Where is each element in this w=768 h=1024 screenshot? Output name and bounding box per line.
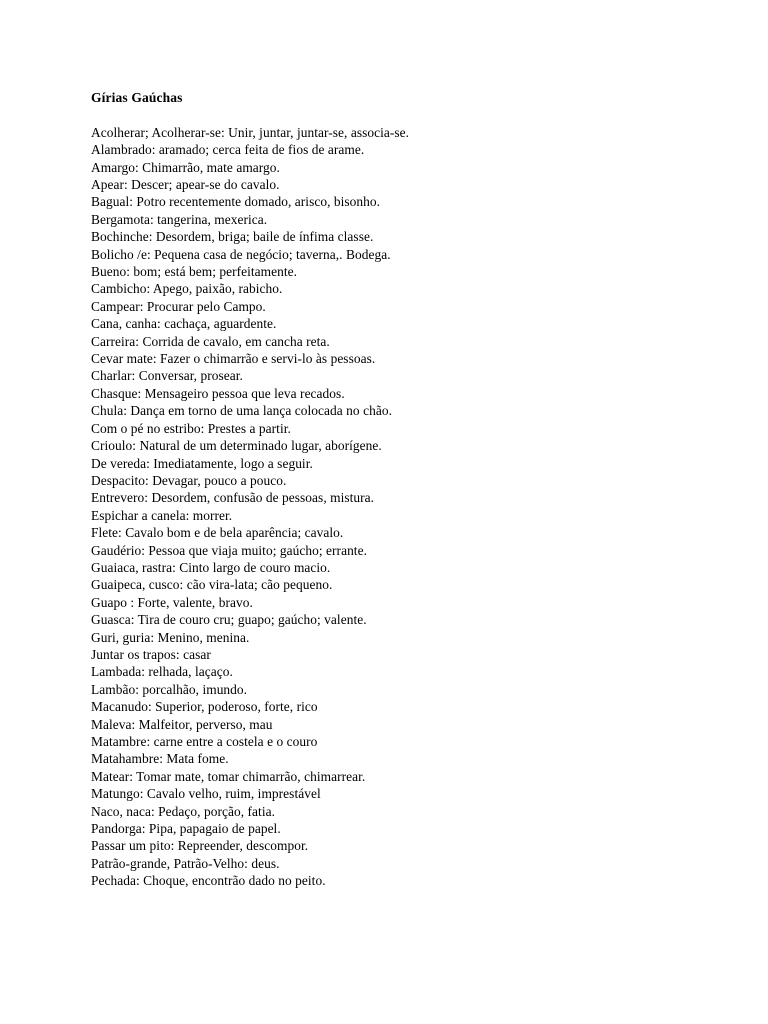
glossary-entry: Maleva: Malfeitor, perverso, mau [91,716,273,732]
glossary-entry: Guaipeca, cusco: cão vira-lata; cão pequeno. [91,577,333,593]
glossary-entry: Guapo : Forte, valente, bravo. [91,594,253,610]
title-body-spacer [91,106,677,123]
glossary-entry: Matungo: Cavalo velho, ruim, imprestável [91,786,321,802]
glossary-entry: Cana, canha: cachaça, aguardente. [91,316,277,332]
glossary-entry: Bagual: Potro recentemente domado, arisco, bisonho. [91,194,381,210]
glossary-entry: Bueno: bom; está bem; perfeitamente. [91,264,298,280]
glossary-entry: Bergamota: tangerina, mexerica. [91,211,268,227]
glossary-entry: Matear: Tomar mate, tomar chimarrão, chimarrear. [91,768,366,784]
glossary-entry: Guasca: Tira de couro cru; guapo; gaúcho; valente. [91,612,367,628]
glossary-entry: Campear: Procurar pelo Campo. [91,298,266,314]
glossary-entry: Cevar mate: Fazer o chimarrão e servi-lo às pessoas. [91,351,376,367]
glossary-entry: Espichar a canela: morrer. [91,507,233,523]
glossary-entry: Guri, guria: Menino, menina. [91,629,250,645]
glossary-entry: Com o pé no estribo: Prestes a partir. [91,420,291,436]
glossary-entry: Chasque: Mensageiro pessoa que leva recados. [91,385,345,401]
glossary-entry: Macanudo: Superior, poderoso, forte, rico [91,699,318,715]
glossary-entry: Amargo: Chimarrão, mate amargo. [91,159,280,175]
glossary-entry: Guaiaca, rastra: Cinto largo de couro macio. [91,559,331,575]
glossary-entry: Lambada: relhada, laçaço. [91,664,233,680]
glossary-entry: Cambicho: Apego, paixão, rabicho. [91,281,283,297]
glossary-entry: Apear: Descer; apear-se do cavalo. [91,177,280,193]
document-body [91,89,677,890]
glossary-entry-list [91,124,677,890]
glossary-entry: Carreira: Corrida de cavalo, em cancha reta. [91,333,330,349]
glossary-entry: Acolherar; Acolherar-se: Unir, juntar, juntar-se, associa-se. [91,124,410,140]
glossary-entry: Chula: Dança em torno de uma lança colocada no chão. [91,403,392,419]
glossary-entry: Charlar: Conversar, prosear. [91,368,243,384]
glossary-entry: Flete: Cavalo bom e de bela aparência; cavalo. [91,525,344,541]
glossary-entry: Matambre: carne entre a costela e o couro [91,734,318,750]
glossary-entry: Bolicho /e: Pequena casa de negócio; taverna,. Bodega. [91,246,391,262]
glossary-entry: Lambão: porcalhão, imundo. [91,681,248,697]
glossary-entry: Juntar os trapos: casar [91,646,211,662]
glossary-entry: Entrevero: Desordem, confusão de pessoas, mistura. [91,490,375,506]
glossary-entry: Despacito: Devagar, pouco a pouco. [91,472,287,488]
glossary-entry: Pechada: Choque, encontrão dado no peito. [91,873,326,889]
glossary-entry: Patrão-grande, Patrão-Velho: deus. [91,855,280,871]
glossary-entry: Crioulo: Natural de um determinado lugar, aborígene. [91,438,382,454]
glossary-entry: Bochinche: Desordem, briga; baile de ínfima classe. [91,229,374,245]
glossary-entry: Naco, naca: Pedaço, porção, fatia. [91,803,275,819]
glossary-entry: Gaudério: Pessoa que viaja muito; gaúcho; errante. [91,542,367,558]
page-title: Gírias Gaúchas [91,90,183,105]
glossary-entry: Matahambre: Mata fome. [91,751,229,767]
glossary-entry: Passar um pito: Repreender, descompor. [91,838,309,854]
glossary-entry: Pandorga: Pipa, papagaio de papel. [91,821,281,837]
glossary-entry: De vereda: Imediatamente, logo a seguir. [91,455,313,471]
glossary-entry: Alambrado: aramado; cerca feita de fios de arame. [91,142,365,158]
